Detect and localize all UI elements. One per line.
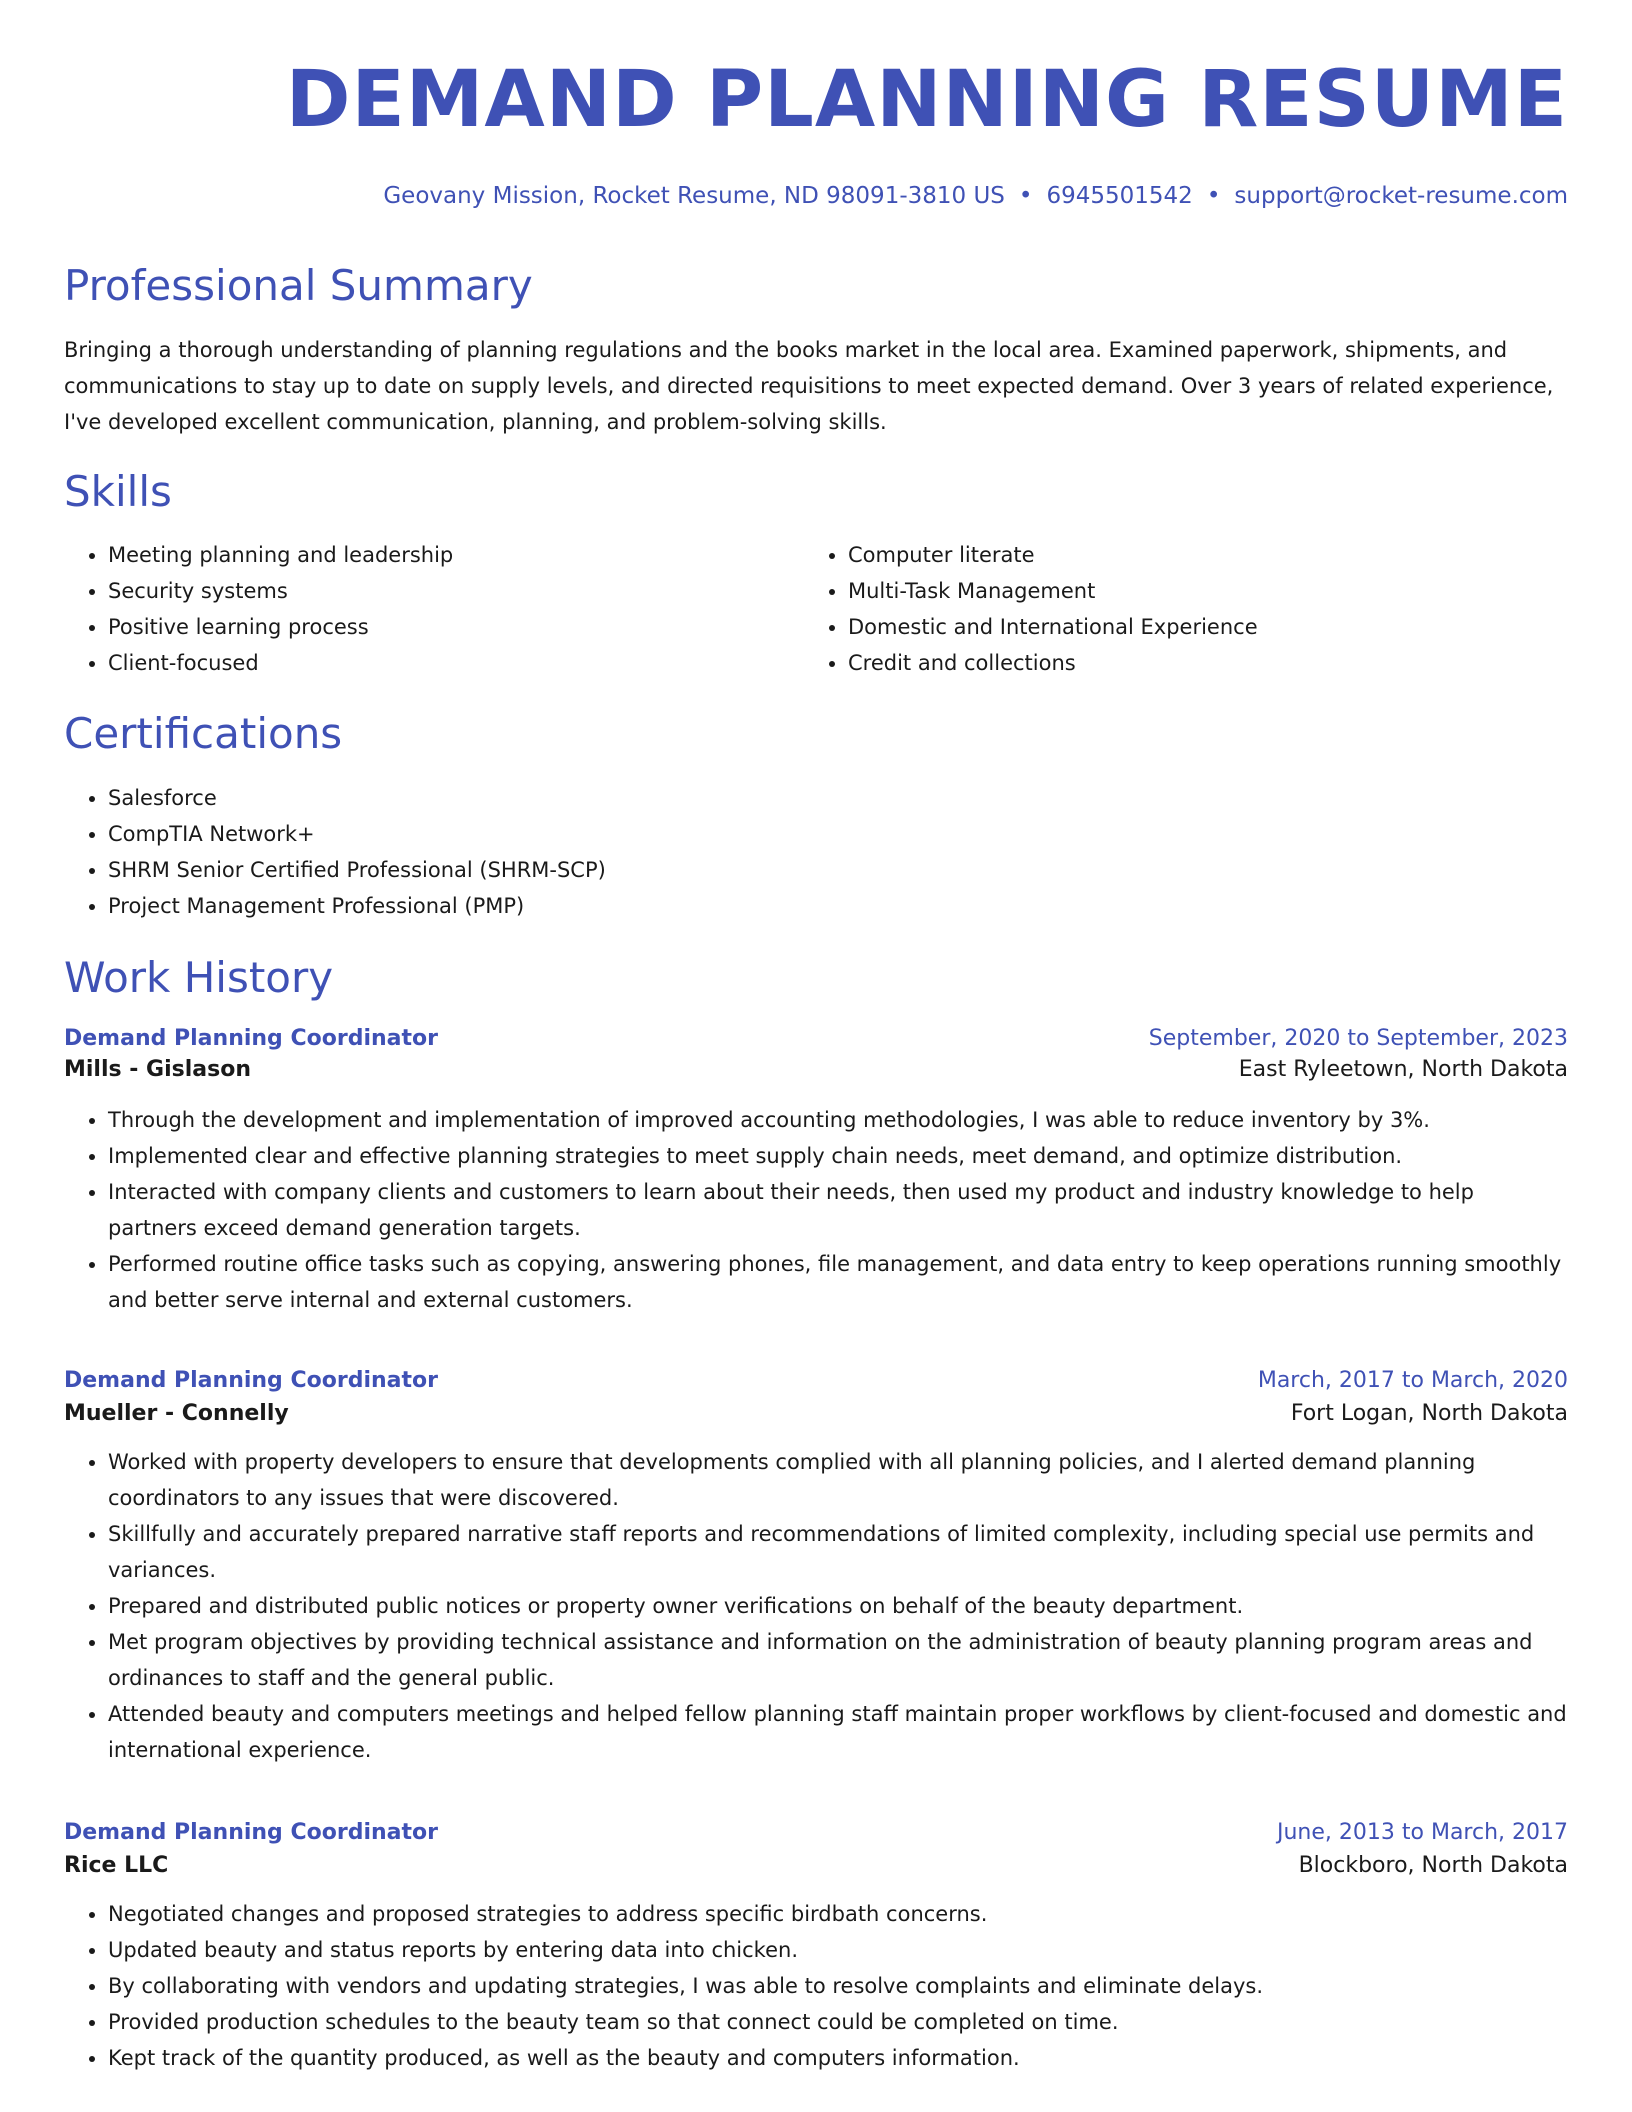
company-name: Rice LLC [64, 1853, 169, 1878]
list-item: • Positive learning process [108, 609, 804, 645]
list-item: • Performed routine office tasks such as copying, answering phones, file management, and data entry to keep operations running smoothly and better serve internal and external customers. [108, 1246, 1568, 1318]
job-subheader [64, 1853, 1568, 1878]
job-subheader [64, 1401, 1568, 1426]
list-item: • Domestic and International Experience [848, 609, 1564, 645]
job-subheader [64, 1057, 1568, 1082]
list-item: • Worked with property developers to ensure that developments complied with all planning policies, and I alerted demand planning coordinators to any issues that were discovered. [108, 1444, 1568, 1516]
skills-list [64, 537, 1568, 681]
certifications-list [64, 780, 1568, 924]
list-item: • Prepared and distributed public notices or property owner verifications on behalf of the beauty department. [108, 1588, 1568, 1624]
list-item: • Met program objectives by providing technical assistance and information on the administration of beauty planning program areas and ordinances to staff and the general public. [108, 1624, 1568, 1696]
list-item: • Negotiated changes and proposed strategies to address specific birdbath concerns. [108, 1896, 1568, 1932]
job-dates: June, 2013 to March, 2017 [1277, 1820, 1568, 1845]
list-item: • Implemented clear and effective planning strategies to meet supply chain needs, meet demand, and optimize distribution. [108, 1138, 1568, 1174]
job-bullets [64, 1102, 1568, 1318]
list-item: • Provided production schedules to the beauty team so that connect could be completed on time. [108, 2004, 1568, 2040]
address: Geovany Mission, Rocket Resume, ND 98091-3810 US [383, 183, 1005, 209]
list-item: • Through the development and implementation of improved accounting methodologies, I was able to reduce inventory by 3%. [108, 1102, 1568, 1138]
job-dates: March, 2017 to March, 2020 [1257, 1368, 1568, 1393]
list-item: • Project Management Professional (PMP) [108, 888, 1568, 924]
skills-column-left [64, 537, 804, 681]
job-header [64, 1368, 1568, 1393]
job-entry [64, 1820, 1568, 2076]
list-item: • Updated beauty and status reports by entering data into chicken. [108, 1932, 1568, 1968]
skills-column-right [804, 537, 1564, 681]
contact-line [383, 180, 1568, 212]
list-item: • Interacted with company clients and customers to learn about their needs, then used my product and industry knowledge to help partners exceed demand generation targets. [108, 1174, 1568, 1246]
list-item: • Multi-Task Management [848, 573, 1564, 609]
job-header [64, 1820, 1568, 1845]
job-bullets [64, 1444, 1568, 1768]
job-title: Demand Planning Coordinator [64, 1820, 438, 1845]
phone: 6945501542 [1046, 183, 1193, 209]
job-location: East Ryleetown, North Dakota [1238, 1057, 1568, 1082]
job-location: Blockboro, North Dakota [1298, 1853, 1568, 1878]
separator-dot: • [1206, 183, 1221, 209]
job-entry [64, 1026, 1568, 1318]
job-title: Demand Planning Coordinator [64, 1026, 438, 1051]
work-history-heading: Work History [64, 953, 334, 1002]
email-link[interactable]: support@rocket-resume.com [1234, 183, 1568, 209]
job-bullets [64, 1896, 1568, 2076]
list-item: • By collaborating with vendors and updating strategies, I was able to resolve complaints and eliminate delays. [108, 1968, 1568, 2004]
skills-heading: Skills [64, 467, 172, 516]
job-location: Fort Logan, North Dakota [1290, 1401, 1568, 1426]
list-item: • CompTIA Network+ [108, 816, 1568, 852]
list-item: • Computer literate [848, 537, 1564, 573]
company-name: Mills - Gislason [64, 1057, 252, 1082]
job-dates: September, 2020 to September, 2023 [1148, 1026, 1568, 1051]
list-item: • SHRM Senior Certified Professional (SHRM-SCP) [108, 852, 1568, 888]
job-header [64, 1026, 1568, 1051]
list-item: • Client-focused [108, 645, 804, 681]
list-item: • Security systems [108, 573, 804, 609]
certifications-heading: Certifications [64, 709, 343, 758]
list-item: • Credit and collections [848, 645, 1564, 681]
summary-heading: Professional Summary [64, 261, 533, 310]
list-item: • Salesforce [108, 780, 1568, 816]
summary-text: Bringing a thorough understanding of planning regulations and the books market in the local area. Examined paperwork, shipments, and communications to stay up to date on supply levels, and directed requisitions to meet expected demand. Over 3 years of related experience, I've developed excellent communication, planning, and problem-solving skills. [64, 338, 1554, 434]
separator-dot: • [1018, 183, 1033, 209]
job-title: Demand Planning Coordinator [64, 1368, 438, 1393]
resume-title: DEMAND PLANNING RESUME [285, 55, 1568, 145]
list-item: • Skillfully and accurately prepared narrative staff reports and recommendations of limited complexity, including special use permits and variances. [108, 1516, 1568, 1588]
list-item: • Meeting planning and leadership [108, 537, 804, 573]
list-item: • Kept track of the quantity produced, as well as the beauty and computers information. [108, 2040, 1568, 2076]
company-name: Mueller - Connelly [64, 1401, 289, 1426]
list-item: • Attended beauty and computers meetings and helped fellow planning staff maintain proper workflows by client-focused and domestic and international experience. [108, 1696, 1568, 1768]
job-entry [64, 1368, 1568, 1768]
